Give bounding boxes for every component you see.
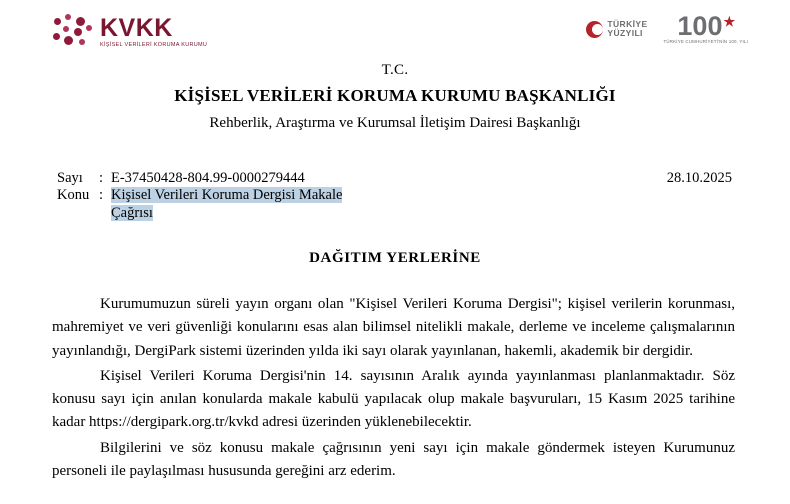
kvkk-logo-text bbox=[100, 13, 208, 49]
body-paragraph-3: Bilgilerini ve söz konusu makale çağrısının yeni sayı için makale göndermek isteyen Kurumunuz personeli ile paylaşılması hususunda gereğini arz ederim. bbox=[52, 439, 735, 479]
konu-label: Konu bbox=[57, 187, 90, 203]
title-organization: KİŞİSEL VERİLERİ KORUMA KURUMU BAŞKANLIĞI bbox=[174, 86, 616, 105]
body-paragraph-2: Kişisel Verileri Koruma Dergisi'nin 14. sayısının Aralık ayında yayınlanması planlanmaktadır. Söz konusu sayı için anılan konularda makale kabulü yapılacak olup makale başvuruları, 15 Kasım 2025 tarihine kadar https://dergipark.org.tr/kvkd adresi üzerinden yüklenebilecektir. bbox=[52, 367, 735, 431]
turkiye-logo-line1: TÜRKİYE bbox=[607, 19, 648, 30]
turkiye-logo-line2: YÜZYILI bbox=[607, 28, 643, 38]
centenary-logo bbox=[663, 11, 748, 44]
kvkk-logo bbox=[52, 14, 207, 50]
document-header bbox=[0, 0, 790, 60]
sayi-label: Sayı bbox=[57, 170, 83, 186]
sayi-colon: : bbox=[99, 170, 104, 186]
document-body bbox=[0, 293, 790, 483]
kvkk-logo-subtitle: KİŞİSEL VERİLERİ KORUMA KURUMU bbox=[100, 41, 208, 48]
crescent-icon bbox=[586, 21, 603, 38]
meta-row-konu bbox=[57, 187, 732, 204]
kvkk-emblem-icon bbox=[52, 14, 94, 50]
star-icon: ★ bbox=[723, 14, 736, 29]
sayi-value: E-37450428-804.99-0000279444 bbox=[111, 170, 305, 186]
centenary-subtitle: TÜRKİYE CUMHURİYETİ'NİN 100. YILI bbox=[663, 39, 748, 44]
title-department: Rehberlik, Araştırma ve Kurumsal İletişim Dairesi Başkanlığı bbox=[209, 115, 581, 131]
konu-value-line1: Kişisel Verileri Koruma Dergisi Makale bbox=[111, 187, 343, 203]
konu-colon: : bbox=[99, 187, 104, 203]
konu-value-line2: Çağrısı bbox=[111, 205, 153, 221]
kvkk-logo-title: KVKK bbox=[100, 13, 173, 42]
recipient-heading: DAĞITIM YERLERİNE bbox=[309, 250, 481, 266]
meta-row-sayi bbox=[57, 170, 732, 187]
body-paragraph-1: Kurumumuzun süreli yayın organı olan "Kişisel Verileri Koruma Dergisi"; kişisel verilerin korunması, mahremiyet ve veri güvenliği konularını esas alan bilimsel nitelikli makale, derleme ve inceleme çalışmalarının yayınlandığı, DergiPark sistemi üzerinden yılda iki sayı olarak yayınlanan, hakemli, akademik bir dergidir. bbox=[52, 296, 735, 359]
document-meta bbox=[0, 170, 790, 222]
centenary-number: 100 bbox=[677, 11, 723, 41]
document-title-block bbox=[0, 62, 790, 132]
title-tc: T.C. bbox=[381, 62, 409, 78]
right-logo-group bbox=[586, 11, 748, 44]
document-date: 28.10.2025 bbox=[666, 170, 732, 186]
turkiye-yuzyili-logo bbox=[586, 20, 647, 38]
